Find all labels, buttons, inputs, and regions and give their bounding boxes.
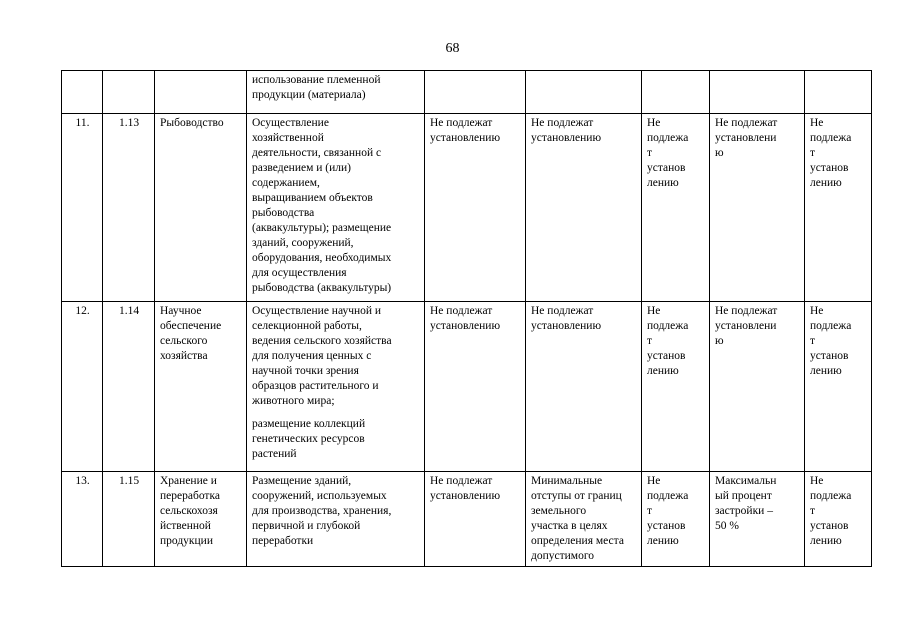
cell-num: 12. bbox=[62, 302, 103, 472]
description-text: Размещение зданий, сооружений, используемых для производства, хранения, первичной и глубокой переработки bbox=[252, 475, 392, 547]
cell-description bbox=[247, 472, 425, 567]
description-text-2: размещение коллекций генетических ресурсов растений bbox=[252, 418, 366, 460]
table-row bbox=[62, 472, 872, 567]
table-row bbox=[62, 114, 872, 302]
cell-name: Хранение и переработка сельскохозя йственной продукции bbox=[155, 472, 247, 567]
cell-col7 bbox=[642, 71, 710, 114]
cell-code bbox=[103, 71, 155, 114]
cell-code: 1.15 bbox=[103, 472, 155, 567]
table-row bbox=[62, 302, 872, 472]
table-row-continuation bbox=[62, 71, 872, 114]
cell-col6 bbox=[526, 71, 642, 114]
cell-col6: Не подлежат установлению bbox=[526, 302, 642, 472]
cell-code: 1.14 bbox=[103, 302, 155, 472]
cell-col6: Не подлежат установлению bbox=[526, 114, 642, 302]
cell-col9: Не подлежа т установ лению bbox=[805, 302, 872, 472]
cell-num: 13. bbox=[62, 472, 103, 567]
cell-name: Научное обеспечение сельского хозяйства bbox=[155, 302, 247, 472]
cell-col9: Не подлежа т установ лению bbox=[805, 472, 872, 567]
cell-col9 bbox=[805, 71, 872, 114]
cell-code: 1.13 bbox=[103, 114, 155, 302]
cell-col8 bbox=[710, 71, 805, 114]
cell-col5: Не подлежат установлению bbox=[425, 472, 526, 567]
cell-description bbox=[247, 302, 425, 472]
cell-col7: Не подлежа т установ лению bbox=[642, 114, 710, 302]
cell-col9: Не подлежа т установ лению bbox=[805, 114, 872, 302]
cell-name: Рыбоводство bbox=[155, 114, 247, 302]
cell-description: использование племенной продукции (материала) bbox=[247, 71, 425, 114]
cell-col8: Не подлежат установлени ю bbox=[710, 114, 805, 302]
cell-col8: Не подлежат установлени ю bbox=[710, 302, 805, 472]
page-number: 68 bbox=[445, 41, 460, 56]
cell-col7: Не подлежа т установ лению bbox=[642, 302, 710, 472]
cell-num bbox=[62, 71, 103, 114]
cell-description bbox=[247, 114, 425, 302]
cell-col5: Не подлежат установлению bbox=[425, 114, 526, 302]
description-text: Осуществление научной и селекционной работы, ведения сельского хозяйства для получения ценных с научной точки зрения образцов растительного и животного мира; bbox=[252, 305, 392, 407]
description-text: Осуществление хозяйственной деятельности, связанной с разведением и (или) содержанием, выращиванием объектов рыбоводства (аквакультуры); размещение зданий, сооружений, оборудования, необходимых для осуществления рыбоводства (аквакультуры) bbox=[252, 117, 392, 294]
cell-col5 bbox=[425, 71, 526, 114]
cell-col7: Не подлежа т установ лению bbox=[642, 472, 710, 567]
zoning-table bbox=[61, 70, 872, 567]
cell-col6: Минимальные отступы от границ земельного участка в целях определения места допустимого bbox=[526, 472, 642, 567]
cell-num: 11. bbox=[62, 114, 103, 302]
cell-col5: Не подлежат установлению bbox=[425, 302, 526, 472]
cell-name bbox=[155, 71, 247, 114]
cell-col8: Максимальн ый процент застройки – 50 % bbox=[710, 472, 805, 567]
